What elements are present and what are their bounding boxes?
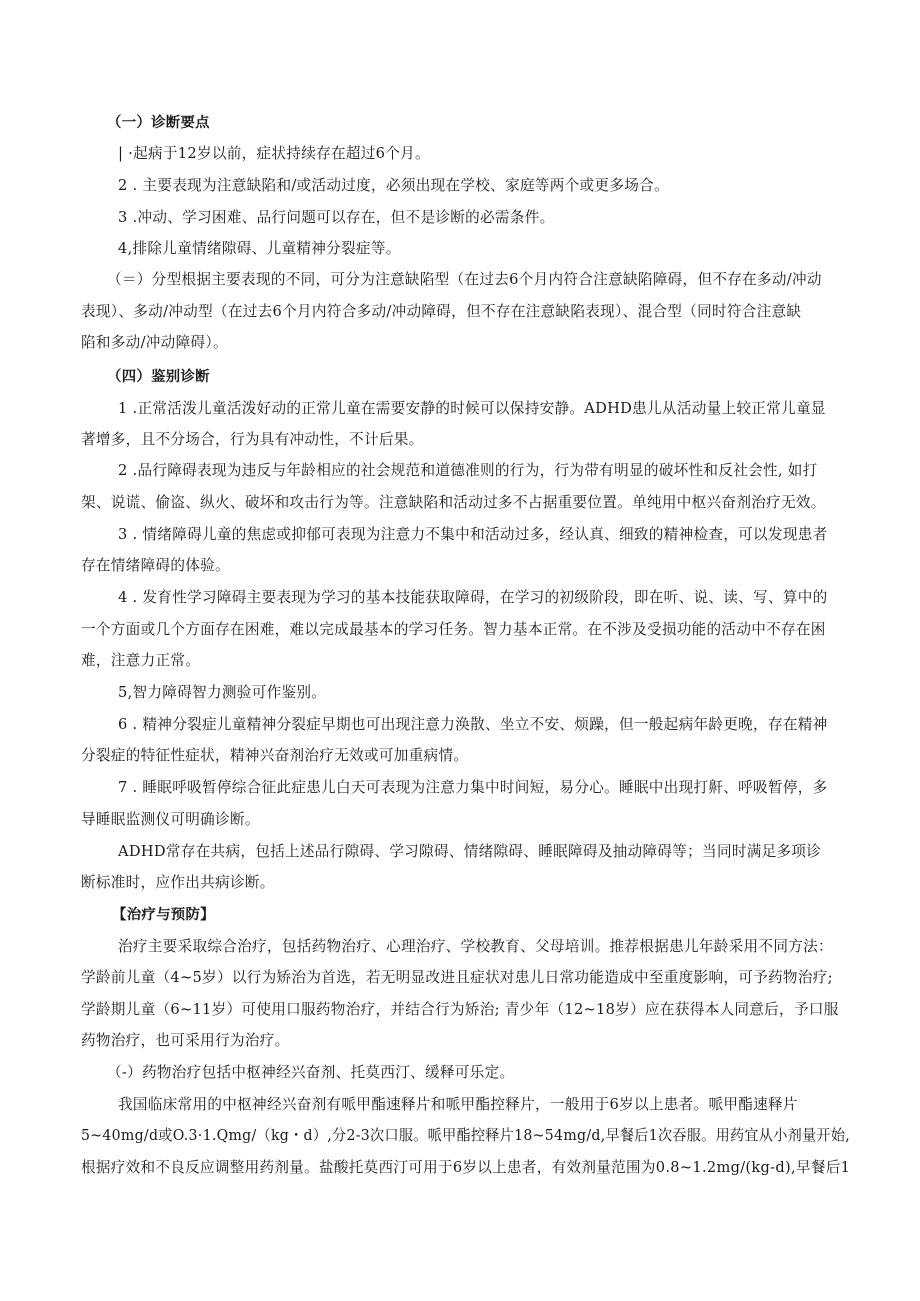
diagnosis-point-3: 3 .冲动、学习困难、品行问题可以存在，但不是诊断的必需条件。 [118,209,555,226]
subtype-paragraph-line: 表现）、多动/冲动型（在过去6个月内符合多动/冲动障碍，但不存在注意缺陷表现）、混合型（同时符合注意缺 [81,303,802,320]
drug-therapy-line: 5~40mg/d或O.3·1.Qmg/（kg・d）,分2-3次口服。哌甲酯控释片18~54mg/d,早餐后1次吞服。用药宜从小剂量开始, [81,1127,851,1144]
differential-1-line: 1 .正常活泼儿童活泼好动的正常儿童在需要安静的时候可以保持安静。ADHD患儿从活动量上较正常儿童显 [118,400,826,417]
differential-4-line: 4 . 发育性学习障碍主要表现为学习的基本技能获取障碍，在学习的初级阶段，即在听、说、读、写、算中的 [118,589,828,606]
comorbidity-line: ADHD常存在共病，包括上述品行隙碍、学习隙碍、情绪隙碍、睡眠障碍及抽动障碍等；当同时满足多项诊 [118,843,822,860]
differential-3-line: 存在情绪障碍的体验。 [81,557,230,574]
differential-4-line: 一个方面或几个方面存在困难，难以完成最基本的学习任务。智力基本正常。在不涉及受损功能的活动中不存在困 [81,621,826,638]
drug-therapy-heading: （-）药物治疗包括中枢神经兴奋剂、托莫西汀、缓释可乐定。 [107,1064,515,1081]
differential-4-line: 难，注意力正常。 [81,652,201,669]
treatment-line: 学龄前儿童（4~5岁）以行为矫治为首选，若无明显改进且症状对患儿日常功能造成中至重度影响，可予药物治疗; [81,969,833,986]
treatment-line: 治疗主要采取综合治疗，包括药物治疗、心理治疗、学校教育、父母培训。推荐根据患儿年龄采用不同方法： [118,938,833,955]
differential-7-line: 导睡眠监测仪可明确诊断。 [81,811,260,828]
treatment-line: 药物治疗，也可采用行为治疗。 [81,1032,290,1049]
differential-7-line: 7 . 睡眠呼吸暂停综合征此症患儿白天可表现为注意力集中时间短，易分心。睡眠中出现打鼾、呼吸暂停，多 [118,779,828,796]
differential-6-line: 6 . 精神分裂症儿童精神分裂症早期也可出现注意力涣散、坐立不安、烦躁，但一般起病年龄更晚，存在精神 [118,716,828,733]
diagnosis-point-4: 4,排除儿童情绪隙碍、儿童精神分裂症等。 [118,240,401,257]
differential-diagnosis-heading: （四）鉴别诊断 [107,369,210,385]
comorbidity-line: 断标准时，应作出共病诊断。 [81,874,275,891]
diagnosis-point-1: | ·起病于12岁以前，症状持续存在超过6个月。 [118,145,430,162]
differential-2-line: 架、说谎、偷盗、纵火、破坏和攻击行为等。注意缺陷和活动过多不占据重要位置。单纯用中枢兴奋剂治疗无效。 [81,494,826,511]
drug-therapy-line: 我国临床常用的中枢神经兴奋剂有哌甲酯速释片和哌甲酯控释片，一般用于6岁以上患者。哌甲酯速释片 [118,1096,798,1113]
subtype-paragraph-line: 陷和多动/冲动障碍）。 [81,334,228,351]
subtype-paragraph-line: （＝）分型根据主要表现的不同，可分为注意缺陷型（在过去6个月内符合注意缺陷障碍，但不存在多动/冲动 [107,271,822,288]
differential-2-line: 2 .品行障碍表现为违反与年龄相应的社会规范和道德准则的行为，行为带有明显的破坏性和反社会性, 如打 [118,462,818,479]
diagnosis-heading: （一）诊断要点 [107,115,210,131]
differential-3-line: 3 . 情绪障碍儿童的焦虑或抑郁可表现为注意力不集中和活动过多，经认真、细致的精神检查，可以发现患者 [118,526,828,543]
differential-6-line: 分裂症的特征性症状，精神兴奋剂治疗无效或可加重病情。 [81,747,469,764]
treatment-prevention-heading: 【治疗与预防】 [112,907,215,923]
differential-5: 5,智力障碍智力测验可作鉴别。 [118,684,327,701]
treatment-line: 学龄期儿童（6~11岁）可使用口服药物治疗，并结合行为矫治; 青少年（12~18岁）应在获得本人同意后，予口服 [81,1001,839,1018]
differential-1-line: 著增多，且不分场合，行为具有冲动性，不计后果。 [81,431,424,448]
drug-therapy-line: 根据疗效和不良反应调整用药剂量。盐酸托莫西汀可用于6岁以上患者，有效剂量范围为0.8~1.2mg/(kg-d),早餐后1 [81,1159,851,1176]
diagnosis-point-2: 2 . 主要表现为注意缺陷和/或活动过度，必须出现在学校、家庭等两个或更多场合。 [118,177,669,194]
